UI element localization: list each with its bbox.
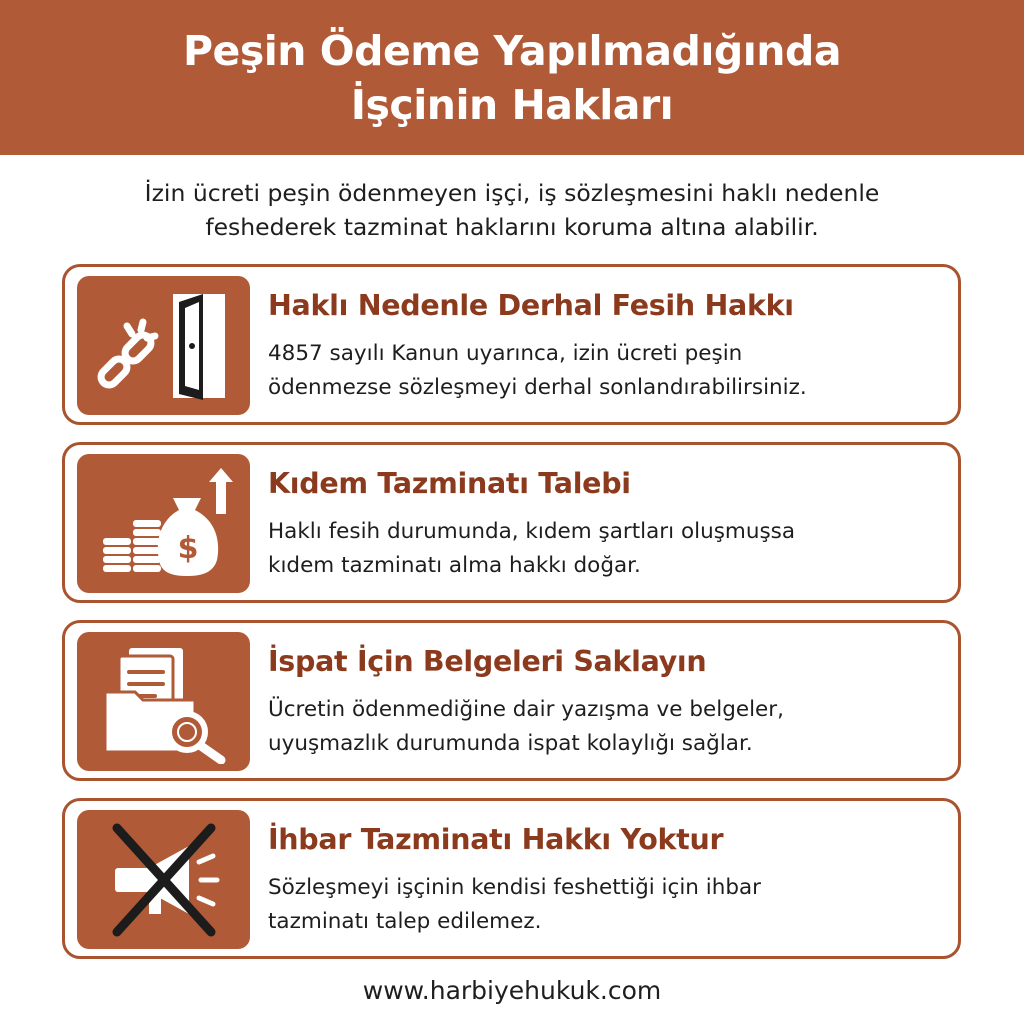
card-description-line1: 4857 sayılı Kanun uyarınca, izin ücreti peşin bbox=[268, 341, 743, 366]
website-url[interactable]: www.harbiyehukuk.com bbox=[362, 976, 662, 1005]
card-title: Haklı Nedenle Derhal Fesih Hakkı bbox=[268, 289, 794, 322]
page-title-line1: Peşin Ödeme Yapılmadığında bbox=[182, 26, 842, 75]
card-description bbox=[268, 693, 784, 761]
card-description-line2: uyuşmazlık durumunda ispat kolaylığı sağlar. bbox=[268, 731, 753, 756]
card-ihbar-tazminati bbox=[62, 798, 961, 959]
money-bag-coins-icon bbox=[77, 454, 250, 593]
card-description-line2: kıdem tazminatı alma hakkı doğar. bbox=[268, 553, 641, 578]
intro-line2: feshederek tazminat haklarını koruma altına alabilir. bbox=[205, 213, 819, 241]
card-derhal-fesih bbox=[62, 264, 961, 425]
card-description-line2: ödenmezse sözleşmeyi derhal sonlandırabilirsiniz. bbox=[268, 375, 807, 400]
document-folder-search-icon bbox=[77, 632, 250, 771]
card-kidem-tazminati bbox=[62, 442, 961, 603]
card-description bbox=[268, 871, 761, 939]
card-description-line2: tazminatı talep edilemez. bbox=[268, 909, 542, 934]
card-ispat-belgeler bbox=[62, 620, 961, 781]
card-description-line1: Sözleşmeyi işçinin kendisi feshettiği için ihbar bbox=[268, 875, 762, 900]
crossed-megaphone-icon bbox=[77, 810, 250, 949]
broken-chain-door-icon bbox=[77, 276, 250, 415]
svg-text:$: $ bbox=[177, 530, 198, 566]
page-title-line2: İşçinin Hakları bbox=[350, 80, 674, 129]
card-title: Kıdem Tazminatı Talebi bbox=[268, 467, 631, 500]
card-title: İhbar Tazminatı Hakkı Yoktur bbox=[268, 823, 724, 856]
card-title: İspat İçin Belgeleri Saklayın bbox=[268, 645, 707, 678]
intro-text bbox=[0, 176, 1024, 244]
card-description bbox=[268, 337, 807, 405]
intro-line1: İzin ücreti peşin ödenmeyen işçi, iş sözleşmesini haklı nedenle bbox=[144, 179, 880, 207]
card-description-line1: Ücretin ödenmediğine dair yazışma ve belgeler, bbox=[268, 697, 784, 722]
card-description bbox=[268, 515, 795, 583]
card-description-line1: Haklı fesih durumunda, kıdem şartları oluşmuşsa bbox=[268, 519, 796, 544]
header-banner bbox=[0, 0, 1024, 155]
